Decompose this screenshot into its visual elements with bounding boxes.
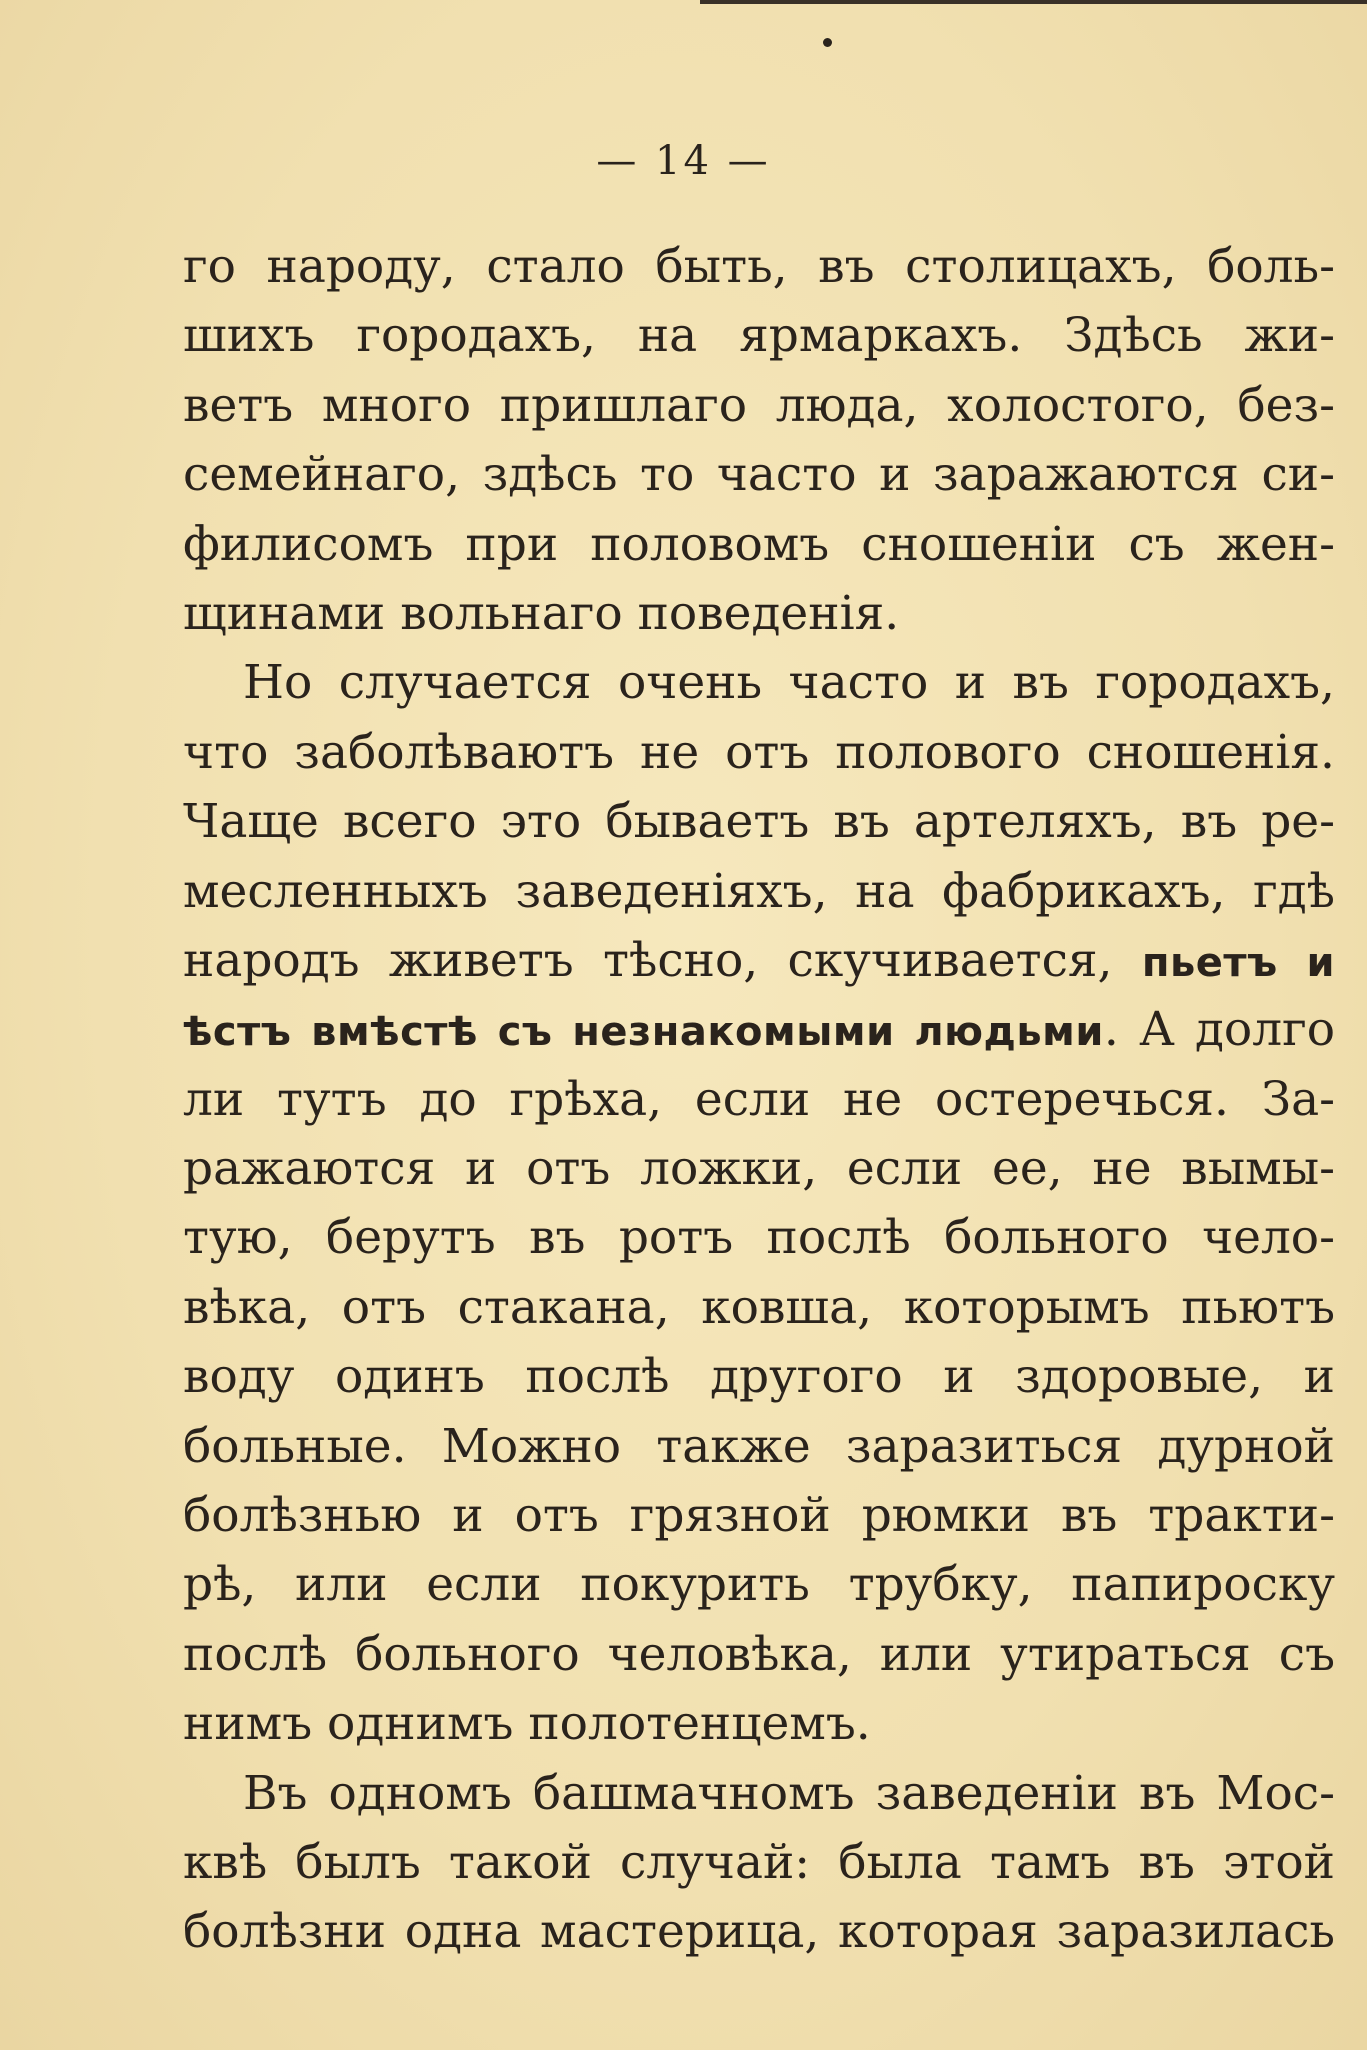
emphasis-text: ѣстъ вмѣстѣ съ незнакомыми людьми xyxy=(183,1009,1104,1056)
text-line: послѣ больного человѣка, или утираться съ xyxy=(183,1626,1335,1682)
text-line: болѣзнью и отъ грязной рюмки въ тракти- xyxy=(183,1488,1335,1544)
text-line: что заболѣваютъ не отъ полового сношенiя. xyxy=(183,724,1335,780)
text-line: щинами вольнаго поведенiя. xyxy=(183,585,900,641)
text-line: больные. Можно также заразиться дурной xyxy=(183,1418,1335,1474)
text-line: Чаще всего это бываетъ въ артеляхъ, въ ре- xyxy=(183,794,1335,850)
top-edge-rule xyxy=(700,0,1367,4)
body-text xyxy=(183,232,1335,1967)
text-line: Но случается очень часто и въ городахъ, xyxy=(243,655,1335,711)
text-line: воду одинъ послѣ другого и здоровые, и xyxy=(183,1349,1335,1405)
ink-speck xyxy=(823,38,832,47)
text-line: квѣ былъ такой случай: была тамъ въ этой xyxy=(183,1834,1335,1890)
text-line: болѣзни одна мастерица, которая заразилась xyxy=(183,1904,1335,1960)
text-line: ражаются и отъ ложки, если ее, не вымы- xyxy=(183,1141,1335,1197)
text-line: ветъ много пришлаго люда, холостого, без- xyxy=(183,377,1335,433)
emphasis-text: пьетъ и xyxy=(1141,939,1335,986)
text-line: тую, берутъ въ ротъ послѣ больного чело- xyxy=(183,1210,1335,1266)
text-line: рѣ, или если покурить трубку, папироску xyxy=(183,1557,1335,1613)
text-line: семейнаго, здѣсь то часто и заражаются си- xyxy=(183,447,1335,503)
text-line: шихъ городахъ, на ярмаркахъ. Здѣсь жи- xyxy=(183,308,1335,364)
text-line: ли тутъ до грѣха, если не остеречься. За- xyxy=(183,1071,1335,1127)
text-line: месленныхъ заведенiяхъ, на фабрикахъ, гдѣ xyxy=(183,863,1335,919)
text-line: Въ одномъ башмачномъ заведенiи въ Мос- xyxy=(243,1765,1335,1821)
text-segment: народъ живетъ тѣсно, скучивается, xyxy=(183,932,1113,988)
page-number: — 14 — xyxy=(596,138,771,184)
text-line: вѣка, отъ стакана, ковша, которымъ пьютъ xyxy=(183,1279,1335,1335)
text-line: го народу, стало быть, въ столицахъ, боль- xyxy=(183,239,1335,294)
text-line xyxy=(183,926,1335,995)
text-line: филисомъ при половомъ сношенiи съ жен- xyxy=(183,516,1335,572)
text-line: нимъ однимъ полотенцемъ. xyxy=(183,1696,871,1752)
text-segment: . А долго xyxy=(1103,1002,1335,1058)
text-line xyxy=(183,995,1335,1064)
